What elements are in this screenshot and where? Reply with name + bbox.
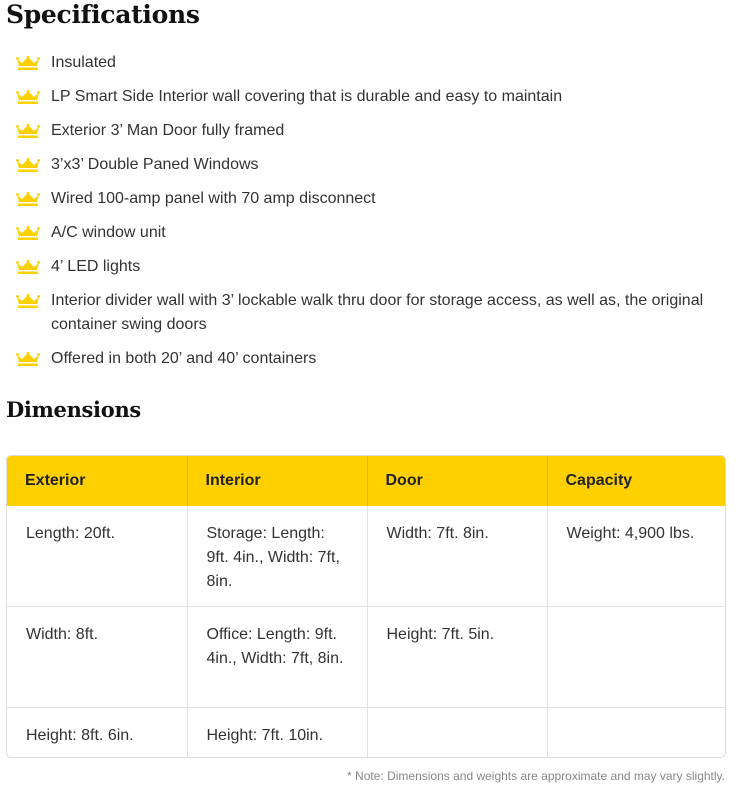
dimensions-heading: Dimensions <box>6 397 141 422</box>
column-header: Capacity <box>547 456 725 506</box>
table-header-row <box>7 456 725 506</box>
table-row <box>7 607 725 708</box>
specifications-list <box>0 51 737 371</box>
dimensions-table <box>6 455 726 758</box>
column-header: Door <box>367 456 547 506</box>
table-row <box>7 506 725 607</box>
crown-icon <box>16 56 40 70</box>
crown-icon <box>16 158 40 172</box>
crown-icon <box>16 90 40 104</box>
column-header: Exterior <box>7 456 187 506</box>
spec-item: Offered in both 20’ and 40’ containers <box>0 347 737 371</box>
specifications-heading: Specifications <box>6 0 200 29</box>
crown-icon <box>16 124 40 138</box>
table-cell: Length: 20ft. <box>7 506 187 607</box>
table-cell: Height: 7ft. 5in. <box>367 607 547 708</box>
crown-icon <box>16 260 40 274</box>
table-cell: Width: 8ft. <box>7 607 187 708</box>
table-cell: Height: 7ft. 10in. <box>187 708 367 759</box>
spec-item: LP Smart Side Interior wall covering that is durable and easy to maintain <box>0 85 737 109</box>
table-cell: Weight: 4,900 lbs. <box>547 506 725 607</box>
column-header: Interior <box>187 456 367 506</box>
table-cell: Office: Length: 9ft. 4in., Width: 7ft, 8in. <box>187 607 367 708</box>
table-cell <box>547 607 725 708</box>
crown-icon <box>16 352 40 366</box>
table-cell: Width: 7ft. 8in. <box>367 506 547 607</box>
crown-icon <box>16 192 40 206</box>
table-cell: Storage: Length: 9ft. 4in., Width: 7ft, 8in. <box>187 506 367 607</box>
crown-icon <box>16 294 40 308</box>
dimensions-note: * Note: Dimensions and weights are approximate and may vary slightly. <box>347 769 725 783</box>
spec-item: 3’x3’ Double Paned Windows <box>0 153 737 177</box>
spec-item: A/C window unit <box>0 221 737 245</box>
spec-item: 4’ LED lights <box>0 255 737 279</box>
spec-item: Wired 100-amp panel with 70 amp disconnect <box>0 187 737 211</box>
table-row <box>7 708 725 759</box>
table-cell <box>547 708 725 759</box>
spec-item: Exterior 3’ Man Door fully framed <box>0 119 737 143</box>
crown-icon <box>16 226 40 240</box>
table-cell: Height: 8ft. 6in. <box>7 708 187 759</box>
table-cell <box>367 708 547 759</box>
spec-item: Insulated <box>0 51 737 75</box>
spec-item: Interior divider wall with 3’ lockable walk thru door for storage access, as well as, the original container swing doors <box>0 289 737 337</box>
